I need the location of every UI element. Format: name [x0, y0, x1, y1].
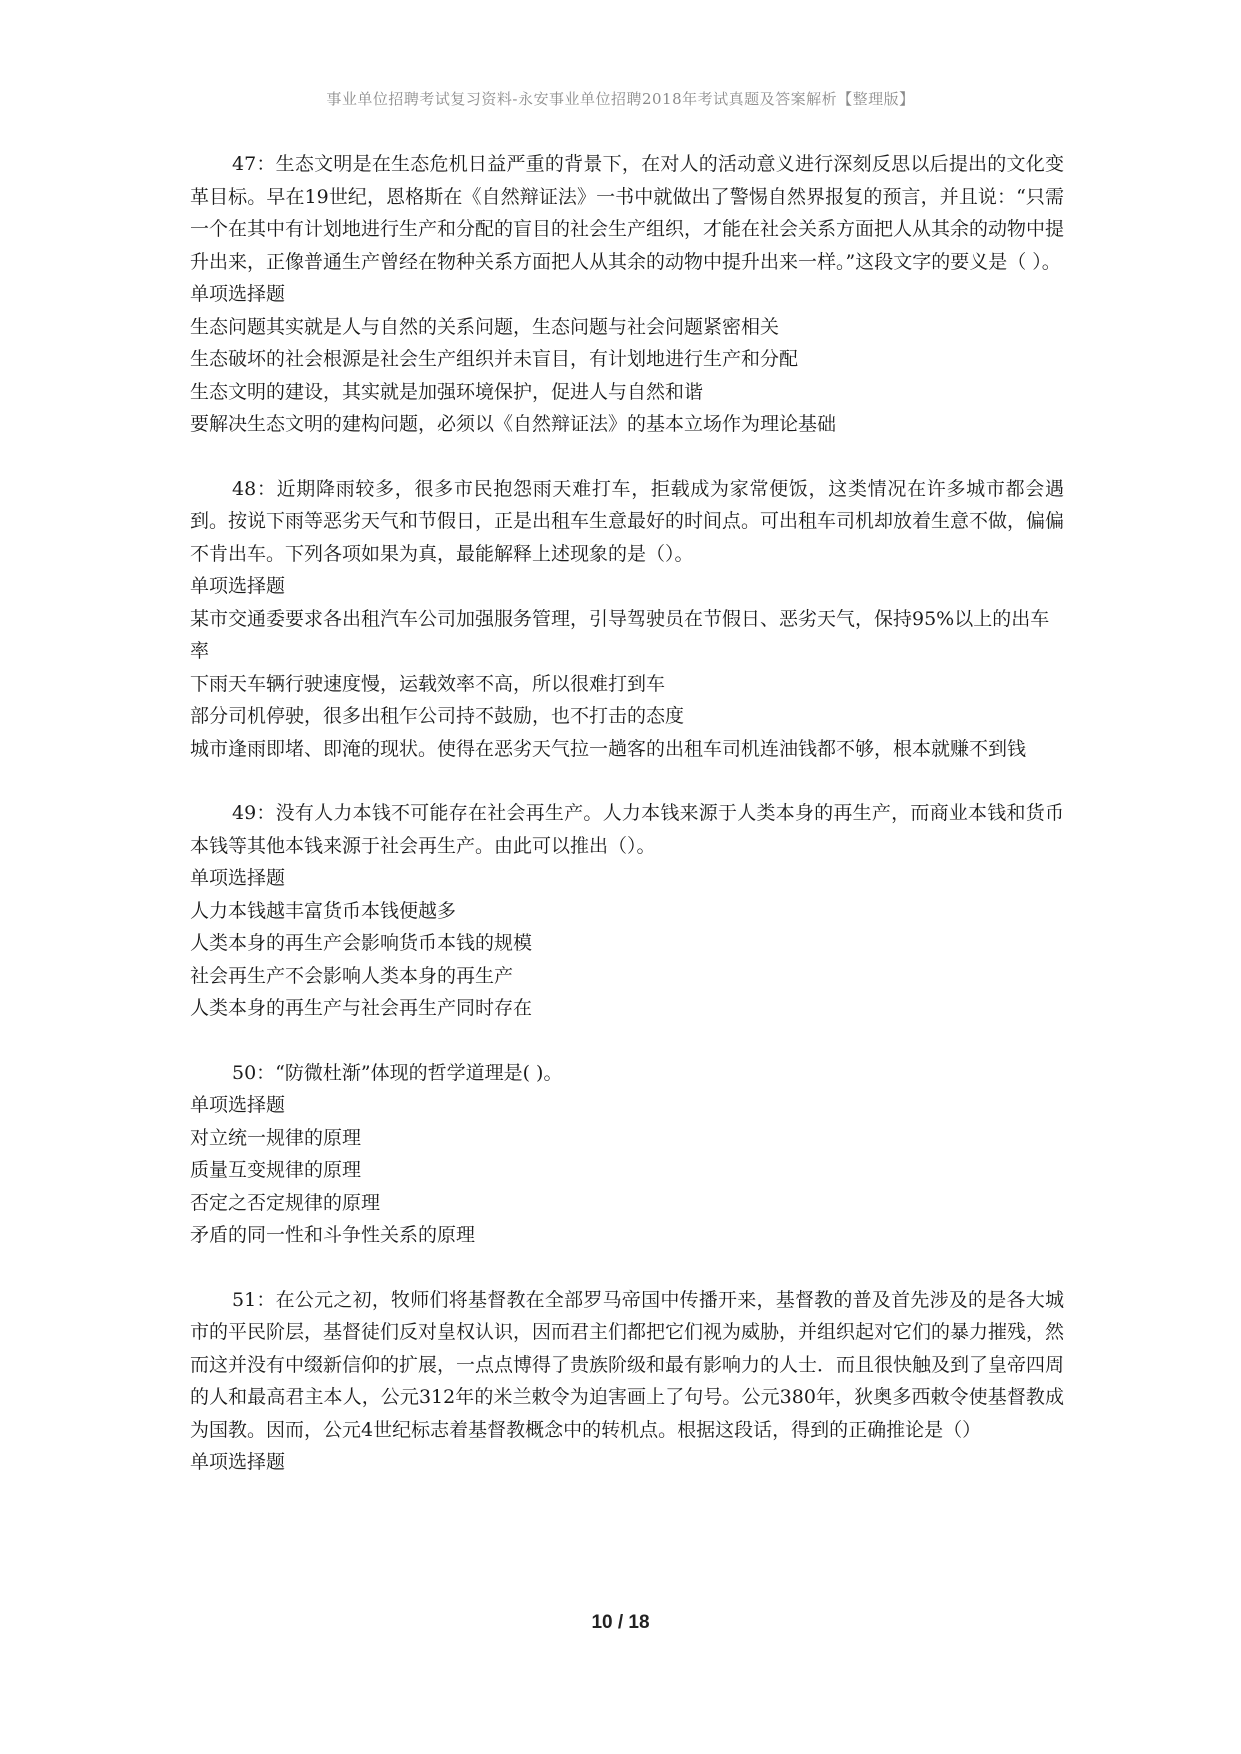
- option-c: 生态文明的建设，其实就是加强环境保护，促进人与自然和谐: [190, 380, 704, 403]
- option-b: 质量互变规律的原理: [190, 1159, 362, 1181]
- question-51: [190, 1284, 1064, 1479]
- question-stem: 49：没有人力本钱不可能存在社会再生产。人力本钱来源于人类本身的再生产，而商业本钱和货币本钱等其他本钱来源于社会再生产。由此可以推出（）。: [190, 802, 1064, 857]
- option-d: 人类本身的再生产与社会再生产同时存在: [190, 997, 533, 1019]
- option-d: 要解决生态文明的建构问题，必须以《自然辩证法》的基本立场作为理论基础: [190, 413, 837, 435]
- option-a: 生态问题其实就是人与自然的关系问题，生态问题与社会问题紧密相关: [190, 315, 780, 338]
- option-a: 对立统一规律的原理: [190, 1126, 362, 1149]
- question-stem: 47：生态文明是在生态危机日益严重的背景下，在对人的活动意义进行深刻反思以后提出的文化变革目标。早在19世纪，恩格斯在《自然辩证法》一书中就做出了警惕自然界报复的预言，并且说：“只需一个在其中有计划地进行生产和分配的盲目的社会生产组织，才能在社会关系方面把人从其余的动物中提升出来，正像普通生产曾经在物种关系方面把人从其余的动物中提升出来一样。”这段文字的要义是（ ）。: [190, 153, 1065, 273]
- question-type: 单项选择题: [190, 867, 286, 889]
- question-48: [190, 473, 1064, 766]
- page-number: 10 / 18: [591, 1612, 650, 1633]
- question-50: [190, 1057, 1064, 1252]
- option-c: 社会再生产不会影响人类本身的再生产: [190, 964, 514, 987]
- option-d: 城市逢雨即堵、即淹的现状。使得在恶劣天气拉一趟客的出租车司机连油钱都不够，根本就赚不到钱: [190, 737, 1027, 760]
- question-stem: 50：“防微杜渐”体现的哲学道理是( )。: [232, 1061, 563, 1084]
- question-stem: 51：在公元之初，牧师们将基督教在全部罗马帝国中传播开来，基督教的普及首先涉及的是各大城市的平民阶层，基督徒们反对皇权认识，因而君主们都把它们视为威胁，并组织起对它们的暴力摧残，然而这并没有中缀新信仰的扩展，一点点博得了贵族阶级和最有影响力的人士．而且很快触及到了皇帝四周的人和最高君主本人，公元312年的米兰敕令为迫害画上了句号。公元380年，狄奥多西敕令使基督教成为国教。因而，公元4世纪标志着基督教概念中的转机点。根据这段话，得到的正确推论是（）: [190, 1288, 1065, 1441]
- option-d: 矛盾的同一性和斗争性关系的原理: [190, 1224, 476, 1246]
- question-stem: 48：近期降雨较多，很多市民抱怨雨天难打车，拒载成为家常便饭，这类情况在许多城市都会遇到。按说下雨等恶劣天气和节假日，正是出租车生意最好的时间点。可出租车司机却放着生意不做，偏偏不肯出车。下列各项如果为真，最能解释上述现象的是（）。: [190, 477, 1065, 565]
- option-b: 下雨天车辆行驶速度慢，运载效率不高，所以很难打到车: [190, 672, 666, 695]
- question-type: 单项选择题: [190, 1094, 286, 1116]
- question-47: [190, 148, 1064, 441]
- option-b: 人类本身的再生产会影响货币本钱的规模: [190, 932, 533, 954]
- question-type: 单项选择题: [190, 283, 286, 305]
- option-a: 某市交通委要求各出租汽车公司加强服务管理，引导驾驶员在节假日、恶劣天气，保持95%以上的出车率: [190, 607, 1050, 662]
- question-type: 单项选择题: [190, 1451, 286, 1473]
- question-49: [190, 797, 1064, 1025]
- document-body: [190, 148, 1064, 1511]
- question-type: 单项选择题: [190, 575, 286, 597]
- page-header: 事业单位招聘考试复习资料-永安事业单位招聘2018年考试真题及答案解析【整理版】: [326, 90, 915, 108]
- option-b: 生态破坏的社会根源是社会生产组织并未盲目，有计划地进行生产和分配: [190, 348, 799, 370]
- option-c: 部分司机停驶，很多出租乍公司持不鼓励，也不打击的态度: [190, 705, 685, 727]
- option-c: 否定之否定规律的原理: [190, 1191, 381, 1214]
- option-a: 人力本钱越丰富货币本钱便越多: [190, 899, 457, 922]
